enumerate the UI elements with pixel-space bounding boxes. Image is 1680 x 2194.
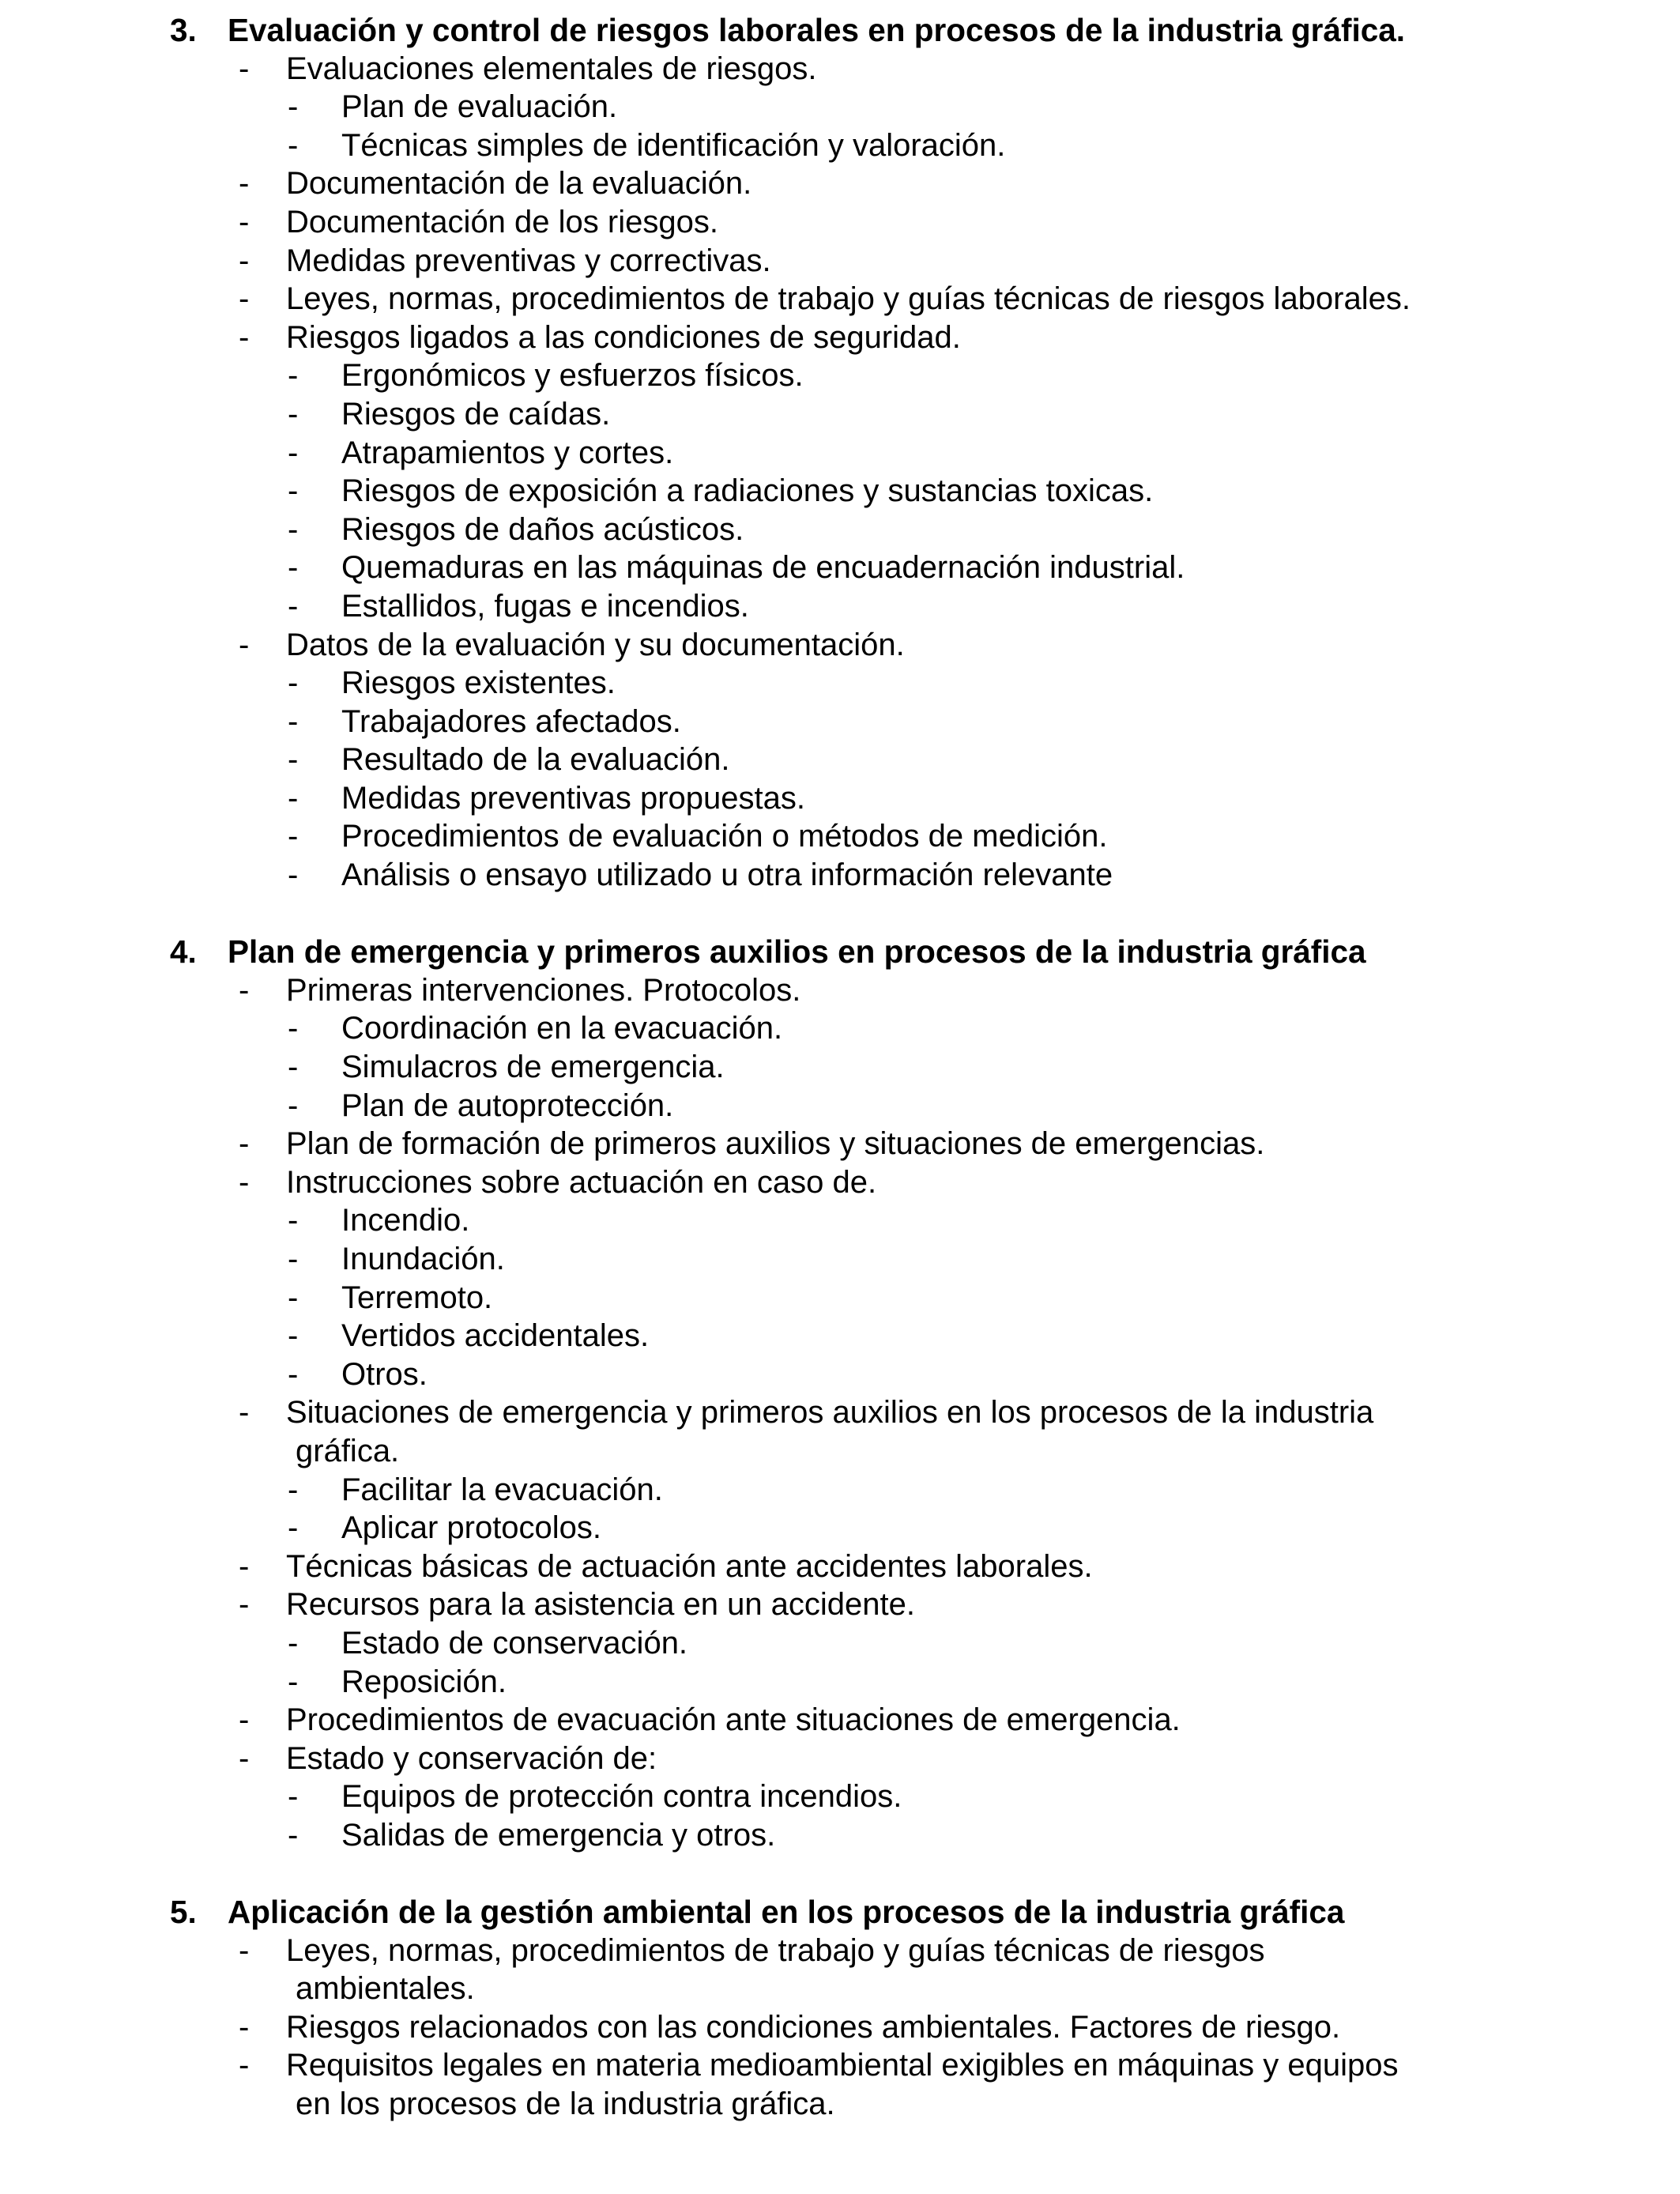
list-item-text: Incendio. xyxy=(341,1203,470,1238)
list-item-text: Equipos de protección contra incendios. xyxy=(341,1779,902,1815)
section-title: Evaluación y control de riesgos laborales en procesos de la industria gráfica. xyxy=(228,12,1405,48)
sub-list-item xyxy=(0,1471,1680,1510)
list-item-text: Primeras intervenciones. Protocolos. xyxy=(286,972,801,1008)
list-item-text: Quemaduras en las máquinas de encuadernación industrial. xyxy=(341,550,1185,586)
bullet-dash: - xyxy=(239,1932,250,1968)
list-item-continuation-text: en los procesos de la industria gráfica. xyxy=(296,2087,835,2122)
sub-list-item xyxy=(0,1663,1680,1702)
list-item-text: Plan de autoprotección. xyxy=(341,1088,674,1123)
bullet-dash: - xyxy=(239,1587,250,1623)
bullet-dash: - xyxy=(288,1664,299,1699)
list-item-text: Vertidos accidentales. xyxy=(341,1318,650,1354)
list-item-text: Coordinación en la evacuación. xyxy=(341,1011,783,1046)
bullet-dash: - xyxy=(288,396,299,432)
list-item-text: Plan de evaluación. xyxy=(341,89,618,125)
section-spacer xyxy=(0,895,1680,933)
list-item-text: Estado y conservación de: xyxy=(286,1740,657,1776)
sub-list-item xyxy=(0,511,1680,549)
list-item-text: Técnicas simples de identificación y valoración. xyxy=(341,127,1006,163)
bullet-dash: - xyxy=(288,1242,299,1276)
list-item xyxy=(0,971,1680,1010)
sub-list-item xyxy=(0,88,1680,126)
bullet-dash: - xyxy=(288,1779,299,1815)
sub-list-item xyxy=(0,126,1680,165)
list-item-text: Salidas de emergencia y otros. xyxy=(341,1817,776,1853)
list-item xyxy=(0,1740,1680,1778)
sub-list-item xyxy=(0,1777,1680,1816)
list-item-text: Otros. xyxy=(341,1356,428,1392)
list-item xyxy=(0,280,1680,319)
section-number: 4. xyxy=(170,933,197,971)
sub-list-item xyxy=(0,587,1680,626)
bullet-dash: - xyxy=(239,1126,250,1162)
bullet-dash: - xyxy=(288,1203,299,1238)
section-heading xyxy=(0,1893,1680,1932)
list-item xyxy=(0,203,1680,242)
sub-list-item xyxy=(0,356,1680,395)
bullet-dash: - xyxy=(239,166,250,202)
bullet-dash: - xyxy=(288,550,299,586)
list-item xyxy=(0,319,1680,357)
bullet-dash: - xyxy=(239,2048,250,2083)
bullet-dash: - xyxy=(239,51,250,86)
section-spacer xyxy=(0,1855,1680,1894)
bullet-dash: - xyxy=(239,204,250,239)
sub-list-item xyxy=(0,1509,1680,1547)
sub-list-item xyxy=(0,817,1680,856)
bullet-dash: - xyxy=(239,281,250,317)
list-item xyxy=(0,1125,1680,1163)
bullet-dash: - xyxy=(288,127,299,163)
sub-list-item xyxy=(0,1048,1680,1087)
list-item-text: Recursos para la asistencia en un accidente. xyxy=(286,1587,916,1623)
list-item-text: Leyes, normas, procedimientos de trabajo y guías técnicas de riesgos laborales. xyxy=(286,281,1411,317)
list-item-text: Documentación de los riesgos. xyxy=(286,204,718,239)
sub-list-item xyxy=(0,1240,1680,1279)
section-number: 3. xyxy=(170,12,197,48)
bullet-dash: - xyxy=(239,2009,250,2045)
list-item-text: Evaluaciones elementales de riesgos. xyxy=(286,51,817,86)
bullet-dash: - xyxy=(288,1318,299,1354)
list-item-text: Ergonómicos y esfuerzos físicos. xyxy=(341,358,804,394)
sub-list-item xyxy=(0,548,1680,587)
sub-list-item xyxy=(0,741,1680,779)
list-item-text: Riesgos relacionados con las condiciones ambientales. Factores de riesgo. xyxy=(286,2009,1341,2045)
bullet-dash: - xyxy=(288,742,299,778)
bullet-dash: - xyxy=(288,1050,299,1085)
list-item xyxy=(0,242,1680,281)
bullet-dash: - xyxy=(288,780,299,816)
section-number: 5. xyxy=(170,1894,197,1931)
section-heading xyxy=(0,933,1680,971)
list-item-text: Estado de conservación. xyxy=(341,1625,688,1661)
sub-list-item xyxy=(0,856,1680,895)
bullet-dash: - xyxy=(239,1740,250,1776)
list-item xyxy=(0,1701,1680,1740)
list-item-continuation xyxy=(0,1970,1680,2008)
list-item xyxy=(0,1932,1680,1970)
sub-list-item xyxy=(0,1087,1680,1125)
bullet-dash: - xyxy=(288,1088,299,1123)
bullet-dash: - xyxy=(288,1011,299,1046)
list-item-text: Requisitos legales en materia medioambiental exigibles en máquinas y equipos xyxy=(286,2048,1399,2083)
list-item-text: Facilitar la evacuación. xyxy=(341,1472,663,1507)
list-item-text: Procedimientos de evacuación ante situaciones de emergencia. xyxy=(286,1702,1181,1738)
bullet-dash: - xyxy=(288,665,299,701)
sub-list-item xyxy=(0,1009,1680,1048)
document-page xyxy=(0,11,1680,2124)
list-item-text: Riesgos de exposición a radiaciones y sustancias toxicas. xyxy=(341,473,1154,509)
sub-list-item xyxy=(0,472,1680,511)
list-item-text: Simulacros de emergencia. xyxy=(341,1050,725,1085)
sub-list-item xyxy=(0,779,1680,818)
list-item-continuation xyxy=(0,2085,1680,2124)
bullet-dash: - xyxy=(288,588,299,624)
list-item xyxy=(0,50,1680,89)
section-title: Aplicación de la gestión ambiental en los procesos de la industria gráfica xyxy=(228,1894,1345,1931)
list-item-text: Reposición. xyxy=(341,1664,507,1699)
sub-list-item xyxy=(0,434,1680,473)
list-item-text: Medidas preventivas y correctivas. xyxy=(286,243,771,278)
section-title: Plan de emergencia y primeros auxilios en procesos de la industria gráfica xyxy=(228,933,1366,971)
bullet-dash: - xyxy=(288,1510,299,1546)
list-item-text: Plan de formación de primeros auxilios y situaciones de emergencias. xyxy=(286,1126,1265,1162)
list-item xyxy=(0,626,1680,665)
list-item xyxy=(0,1547,1680,1586)
list-item-text: Situaciones de emergencia y primeros auxilios en los procesos de la industria xyxy=(286,1395,1374,1431)
list-item-text: Inundación. xyxy=(341,1242,505,1276)
list-item xyxy=(0,2008,1680,2047)
bullet-dash: - xyxy=(239,1702,250,1738)
list-item-text: Riesgos ligados a las condiciones de seguridad. xyxy=(286,319,961,355)
sub-list-item xyxy=(0,1816,1680,1855)
list-item-text: Técnicas básicas de actuación ante accidentes laborales. xyxy=(286,1548,1093,1584)
bullet-dash: - xyxy=(288,358,299,394)
list-item xyxy=(0,1163,1680,1202)
bullet-dash: - xyxy=(239,1548,250,1584)
sub-list-item xyxy=(0,664,1680,703)
list-item-text: Terremoto. xyxy=(341,1280,493,1315)
sub-list-item xyxy=(0,703,1680,741)
bullet-dash: - xyxy=(288,858,299,893)
sub-list-item xyxy=(0,1355,1680,1394)
sub-list-item xyxy=(0,1201,1680,1240)
bullet-dash: - xyxy=(288,473,299,509)
list-item-text: Instrucciones sobre actuación en caso de. xyxy=(286,1164,877,1200)
list-item-text: Medidas preventivas propuestas. xyxy=(341,780,805,816)
list-item-text: Datos de la evaluación y su documentación. xyxy=(286,627,905,662)
sub-list-item xyxy=(0,1624,1680,1663)
bullet-dash: - xyxy=(288,1472,299,1507)
list-item-continuation-text: ambientales. xyxy=(296,1971,475,2007)
bullet-dash: - xyxy=(288,1817,299,1853)
list-item-text: Riesgos de caídas. xyxy=(341,396,611,432)
list-item-text: Riesgos existentes. xyxy=(341,665,616,701)
list-item-text: Documentación de la evaluación. xyxy=(286,166,752,202)
bullet-dash: - xyxy=(239,972,250,1008)
list-item-text: Riesgos de daños acústicos. xyxy=(341,511,744,547)
bullet-dash: - xyxy=(288,703,299,739)
list-item-text: Estallidos, fugas e incendios. xyxy=(341,588,749,624)
bullet-dash: - xyxy=(239,1164,250,1200)
section-heading xyxy=(0,11,1680,50)
sub-list-item xyxy=(0,1279,1680,1318)
bullet-dash: - xyxy=(239,319,250,355)
list-item-text: Aplicar protocolos. xyxy=(341,1510,602,1546)
list-item-continuation xyxy=(0,1432,1680,1471)
bullet-dash: - xyxy=(288,435,299,470)
list-item-text: Atrapamientos y cortes. xyxy=(341,435,674,470)
list-item-continuation-text: gráfica. xyxy=(296,1433,400,1468)
list-item xyxy=(0,1393,1680,1432)
bullet-dash: - xyxy=(239,243,250,278)
list-item xyxy=(0,1585,1680,1624)
bullet-dash: - xyxy=(288,511,299,547)
sub-list-item xyxy=(0,395,1680,434)
sub-list-item xyxy=(0,1317,1680,1355)
list-item-text: Procedimientos de evaluación o métodos de medición. xyxy=(341,819,1108,854)
bullet-dash: - xyxy=(239,627,250,662)
list-item xyxy=(0,2046,1680,2085)
bullet-dash: - xyxy=(288,1356,299,1392)
bullet-dash: - xyxy=(288,819,299,854)
bullet-dash: - xyxy=(288,89,299,125)
list-item-text: Trabajadores afectados. xyxy=(341,703,681,739)
bullet-dash: - xyxy=(288,1625,299,1661)
list-item xyxy=(0,164,1680,203)
bullet-dash: - xyxy=(288,1280,299,1315)
bullet-dash: - xyxy=(239,1395,250,1431)
list-item-text: Análisis o ensayo utilizado u otra información relevante xyxy=(341,858,1113,893)
list-item-text: Resultado de la evaluación. xyxy=(341,742,730,778)
list-item-text: Leyes, normas, procedimientos de trabajo y guías técnicas de riesgos xyxy=(286,1932,1265,1968)
